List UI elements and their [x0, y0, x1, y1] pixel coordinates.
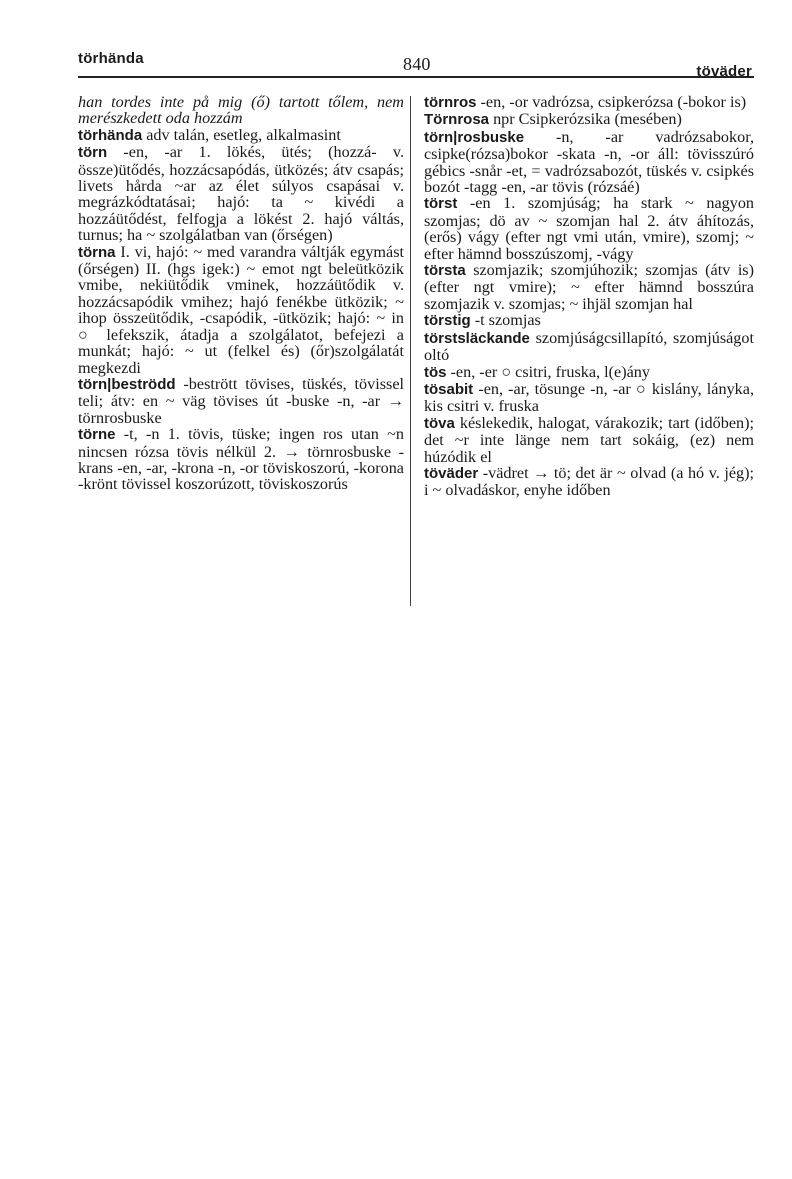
entry-text: szomjazik; szomjúhozik; szomjas (átv is) (efter ngt vmire); ~ efter hämnd bosszúra szomjazik v. szomjas; ~ ihjäl szomjan hal: [424, 261, 755, 313]
entry-headword: töväder: [424, 464, 479, 482]
entry-headword: törn: [78, 144, 108, 162]
entry-headword: törst: [424, 195, 458, 213]
entry-headword: törstsläckande: [424, 329, 530, 347]
entry-text: han tordes inte på mig (ő) tartott tőlem, nem merészkedett oda hozzám: [78, 93, 404, 128]
dictionary-entry: [78, 426, 404, 493]
entry-text: -t szomjas: [474, 311, 541, 330]
column-divider: [410, 96, 411, 606]
entry-text: -en, -ar, tösunge -n, -ar ○ kislány, lányka, kis csitri v. fruska: [424, 379, 754, 416]
running-head-right: töväder: [696, 63, 752, 80]
dictionary-entry: [424, 111, 754, 128]
entry-headword: törn|beströdd: [78, 375, 176, 393]
dictionary-entry: [424, 312, 754, 329]
entry-headword: törn|rosbuske: [424, 128, 525, 146]
entry-headword: tös: [424, 363, 447, 381]
entry-headword: törnros: [424, 94, 477, 111]
running-head-left: törhända: [78, 50, 144, 67]
entry-headword: Törnrosa: [424, 111, 490, 129]
dictionary-entry: [424, 465, 754, 499]
page-number: 840: [403, 54, 431, 74]
left-column: [78, 94, 404, 493]
dictionary-entry: [78, 376, 404, 426]
dictionary-entry: [424, 262, 754, 312]
dictionary-entry: [424, 94, 754, 111]
entry-headword: törsta: [424, 262, 466, 280]
entry-headword: töva: [424, 414, 455, 432]
entry-text: I. vi, hajó: ~ med varandra váltják egymást (őrségen) II. (hgs igek:) ~ emot ngt beleütközik vmibe, nekiütődik vminek, hozzáütődik v. hozzácsapódik vmihez; hajó fenékbe ütközik; ~ ihop összeütődik, -csapódik, -ütközik; hajó: ~ in ○ lefekszik, átadja a szolgálatot, befejezi a munkát; hajó: ~ ut (felkel és) (őr)szolgálatát megkezdi: [78, 242, 405, 377]
entry-headword: törhända: [78, 126, 143, 144]
entry-text: -en, -ar 1. lökés, ütés; (hozzá- v. össze)ütődés, hozzácsapódás, ütközés; átv csapás; livets hårda ~ar az élet súlyos csapásai v. megrázkódtatásai; hajó: ta ~ kivédi a hozzáütődést, felfogja a lökést 2. hajó váltás, turnus; ha ~ szolgálatban van (őrségen): [78, 143, 404, 245]
entry-headword: törstig: [424, 312, 471, 330]
dictionary-entry: [78, 144, 404, 243]
dictionary-entry: [424, 330, 754, 364]
dictionary-entry: [424, 364, 754, 381]
dictionary-entry: [424, 195, 754, 262]
entry-headword: tösabit: [424, 380, 474, 398]
entry-text: -en, -er ○ csitri, fruska, l(e)ány: [450, 362, 650, 381]
entry-text: -en 1. szomjúság; ha stark ~ nagyon szomjas; dö av ~ szomjan hal 2. átv áhítozás, (erős) vágy (efter ngt vmi után, vmire), szomj; ~ efter hämnd bosszúszomj, -vágy: [424, 194, 755, 263]
dictionary-entry: [78, 94, 404, 127]
dictionary-entry: [78, 244, 404, 376]
entry-text: szomjúságcsillapító, szomjúságot oltó: [424, 328, 754, 365]
entry-headword: törna: [78, 243, 116, 261]
entry-text: -t, -n 1. tövis, tüske; ingen ros utan ~n nincsen rózsa tövis nélkül 2. → törnrosbuske -krans -en, -ar, -krona -n, -or töviskoszorú, -korona -krönt tövissel koszorúzott, töviskoszorús: [78, 425, 405, 494]
entry-text: adv talán, esetleg, alkalmasint: [146, 125, 341, 144]
header-rule: [78, 76, 754, 78]
dictionary-entry: [424, 129, 754, 196]
dictionary-entry: [424, 415, 754, 465]
entry-text: -en, -or vadrózsa, csipkerózsa (-bokor is): [480, 93, 747, 111]
right-column: [424, 94, 754, 499]
entry-text: -vädret → tö; det är ~ olvad (a hó v. jég); i ~ olvadáskor, enyhe időben: [424, 463, 755, 500]
entry-text: késlekedik, halogat, várakozik; tart (időben); det ~r inte länge nem tart sokáig, (ez) nem húzódik el: [424, 413, 755, 466]
entry-headword: törne: [78, 426, 116, 444]
entry-text: npr Csipkerózsika (mesében): [493, 110, 682, 129]
entry-text: -n, -ar vadrózsabokor, csipke(rózsa)bokor -skata -n, -or áll: tövisszúró gébics -snår -et, = vadrózsabozót, tüskés v. csipkés bozót -tagg -en, -ar tövis (rózsáé): [424, 127, 755, 197]
dictionary-entry: [78, 127, 404, 144]
dictionary-entry: [424, 381, 754, 415]
entry-text: -bestrött tövises, tüskés, tövissel teli; átv: en ~ väg tövises út -buske -n, -ar → törnrosbuske: [78, 374, 405, 427]
